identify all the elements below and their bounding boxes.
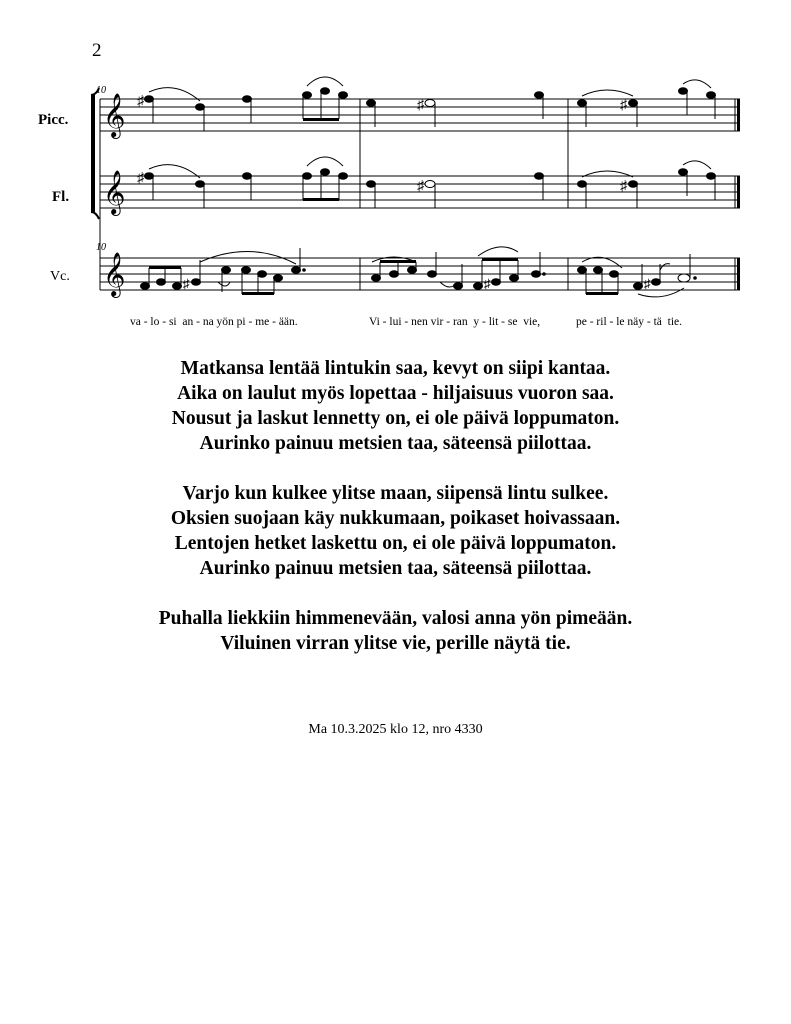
verse-line: Oksien suojaan käy nukkumaan, poikaset hoivassaan. xyxy=(170,508,621,529)
verse-line: Aurinko painuu metsien taa, säteensä piilottaa. xyxy=(199,433,592,454)
verse-line: Matkansa lentää lintukin saa, kevyt on siipi kantaa. xyxy=(180,358,611,379)
stanza-2 xyxy=(0,481,791,581)
lyric-measure-2: Vi - lui - nen vir - ran y - lit - se vie, xyxy=(369,316,541,328)
svg-text:♯: ♯ xyxy=(484,276,491,291)
instrument-piccolo: Picc. xyxy=(38,112,69,128)
verse-line: Puhalla liekkiin himmenevään, valosi anna yön pimeään. xyxy=(158,608,633,629)
cello-notes xyxy=(141,247,697,297)
lyric-measure-1: va - lo - si an - na yön pi - me - ään. xyxy=(130,316,298,328)
verse-line: Aurinko painuu metsien taa, säteensä piilottaa. xyxy=(199,558,592,579)
svg-text:♯: ♯ xyxy=(620,98,627,113)
instrument-cello: Vc. xyxy=(50,269,70,284)
measure-number: 10 xyxy=(96,85,106,96)
footer-date: Ma 10.3.2025 klo 12, nro 4330 xyxy=(308,722,483,737)
svg-text:♯: ♯ xyxy=(644,276,651,291)
verse-line: Nousut ja laskut lennetty on, ei ole päivä loppumaton. xyxy=(171,408,620,429)
treble-clef-icon: 𝄞 xyxy=(103,252,126,296)
svg-text:♯: ♯ xyxy=(137,171,144,186)
verse-line: Lentojen hetket laskettu on, ei ole päivä loppumaton. xyxy=(174,533,617,554)
svg-text:♯: ♯ xyxy=(417,179,424,194)
instrument-flute: Fl. xyxy=(52,189,70,205)
stanza-1 xyxy=(0,356,791,456)
verses xyxy=(0,356,791,681)
verse-line: Aika on laulut myös lopettaa - hiljaisuus vuoron saa. xyxy=(177,383,614,404)
page-number: 2 xyxy=(92,40,102,61)
treble-clef-icon: 𝄞 xyxy=(103,170,126,214)
music-score xyxy=(0,0,791,340)
lyric-measure-3: pe - ril - le näy - tä tie. xyxy=(576,316,683,328)
svg-text:♯: ♯ xyxy=(417,98,424,113)
stanza-3 xyxy=(0,606,791,656)
svg-text:♯: ♯ xyxy=(137,94,144,109)
treble-clef-icon: 𝄞 xyxy=(103,93,126,137)
svg-text:♯: ♯ xyxy=(183,276,190,291)
verse-line: Varjo kun kulkee ylitse maan, siipensä lintu sulkee. xyxy=(182,483,609,504)
measure-number: 10 xyxy=(96,242,106,253)
svg-text:♯: ♯ xyxy=(620,179,627,194)
verse-line: Viluinen virran ylitse vie, perille näytä tie. xyxy=(220,633,571,654)
